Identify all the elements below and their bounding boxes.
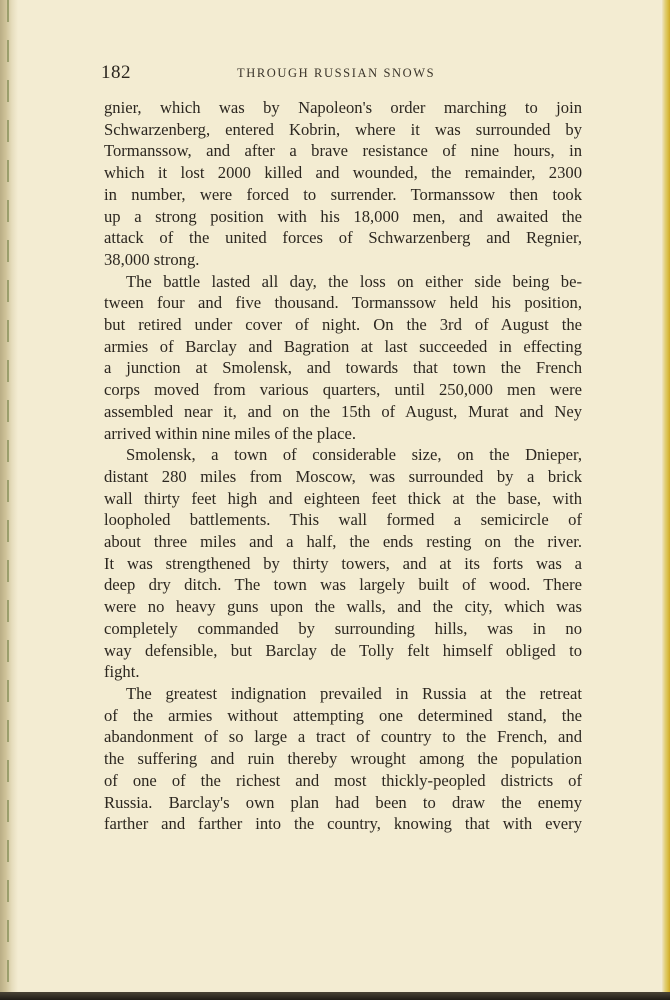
- text-line: loopholed battlements. This wall formed a semicircle of: [104, 510, 582, 530]
- text-line: gnier, which was by Napoleon's order marching to join: [104, 98, 582, 117]
- text-line: arrived within nine miles of the place.: [104, 423, 357, 443]
- text-line: tween four and five thousand. Tormanssow held his position,: [104, 293, 582, 313]
- paragraph-4: [104, 683, 582, 835]
- text-line: Russia. Barclay's own plan had been to draw the enemy: [104, 792, 582, 812]
- text-line: corps moved from various quarters, until 250,000 men were: [104, 380, 582, 400]
- text-line: wall thirty feet high and eighteen feet thick at the base, with: [104, 488, 582, 508]
- page-header: [101, 62, 585, 86]
- text-line: the suffering and ruin thereby wrought among the population: [104, 749, 582, 769]
- binding-stitch: [7, 0, 9, 1000]
- text-line: distant 280 miles from Moscow, was surrounded by a brick: [104, 466, 582, 486]
- text-line: Schwarzenberg, entered Kobrin, where it was surrounded by: [104, 119, 582, 139]
- page-stack-edge: [662, 0, 670, 1000]
- text-line: armies of Barclay and Bagration at last succeeded in effecting: [104, 336, 582, 356]
- text-line: assembled near it, and on the 15th of August, Murat and Ney: [104, 401, 582, 421]
- text-line: completely commanded by surrounding hills, was in no: [104, 618, 582, 638]
- text-line: but retired under cover of night. On the 3rd of August the: [104, 315, 582, 335]
- text-line: The battle lasted all day, the loss on either side being be-: [126, 271, 582, 291]
- body-text: [104, 97, 582, 835]
- text-line: were no heavy guns upon the walls, and the city, which was: [104, 597, 582, 617]
- text-line: fight.: [104, 662, 140, 682]
- paragraph-3: [104, 444, 582, 683]
- text-line: way defensible, but Barclay de Tolly felt himself obliged to: [104, 640, 582, 660]
- text-line: farther and farther into the country, knowing that with every: [104, 814, 582, 834]
- text-line: a junction at Smolensk, and towards that town the French: [104, 358, 582, 378]
- text-line: of the armies without attempting one determined stand, the: [104, 705, 582, 725]
- page-number: 182: [101, 62, 131, 83]
- text-line: up a strong position with his 18,000 men, and awaited the: [104, 206, 582, 226]
- binding-gutter: [0, 0, 18, 1000]
- text-line: attack of the united forces of Schwarzenberg and Regnier,: [104, 228, 582, 248]
- text-line: The greatest indignation prevailed in Russia at the retreat: [126, 683, 582, 703]
- text-line: Smolensk, a town of considerable size, on the Dnieper,: [126, 445, 582, 465]
- text-line: deep dry ditch. The town was largely built of wood. There: [104, 575, 582, 595]
- text-line: abandonment of so large a tract of country to the French, and: [104, 727, 582, 747]
- paragraph-2: [104, 271, 582, 445]
- text-line: Tormanssow, and after a brave resistance of nine hours, in: [104, 141, 582, 161]
- text-line: It was strengthened by thirty towers, and at its forts was a: [104, 553, 582, 573]
- text-line: which it lost 2000 killed and wounded, the remainder, 2300: [104, 163, 582, 183]
- running-title: THROUGH RUSSIAN SNOWS: [237, 66, 436, 80]
- paragraph-1: [104, 97, 582, 271]
- page-bottom-edge: [0, 992, 670, 1000]
- text-line: about three miles and a half, the ends resting on the river.: [104, 532, 582, 552]
- text-line: 38,000 strong.: [104, 249, 200, 269]
- text-line: in number, were forced to surrender. Tormanssow then took: [104, 184, 582, 204]
- text-line: of one of the richest and most thickly-peopled districts of: [104, 770, 582, 790]
